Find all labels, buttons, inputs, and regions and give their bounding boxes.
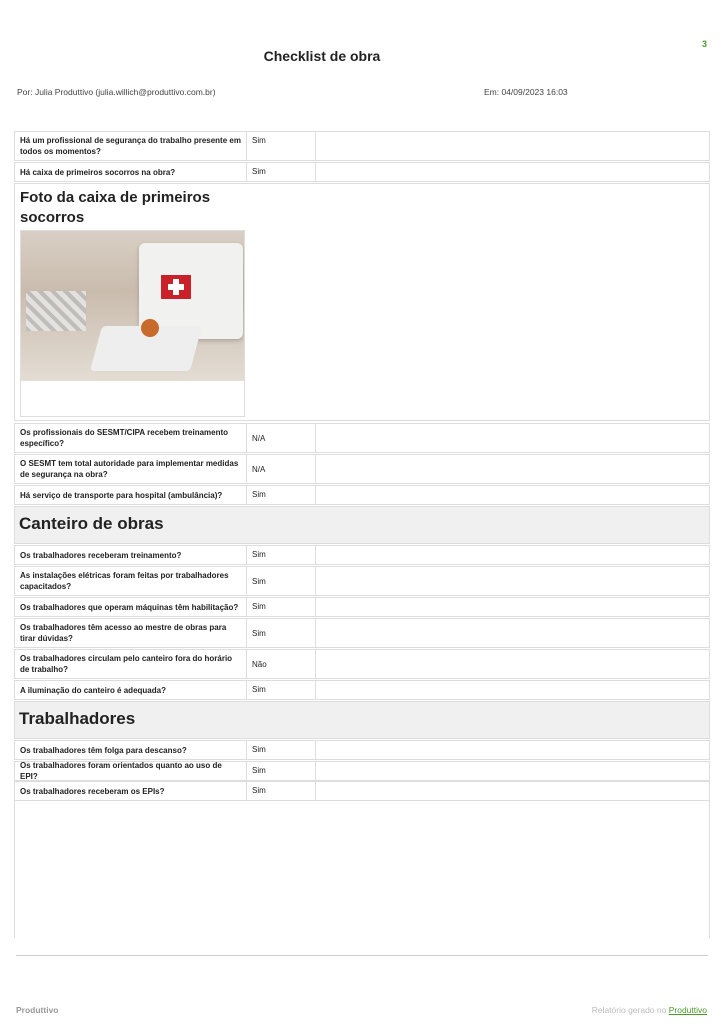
- answer: Sim: [247, 486, 316, 504]
- answer: Sim: [247, 681, 316, 699]
- comment: [316, 741, 709, 759]
- author: Por: Julia Produttivo (julia.willich@produttivo.com.br): [17, 87, 216, 97]
- photo-field: [14, 183, 710, 421]
- table-row: [14, 597, 710, 617]
- comment: [316, 486, 709, 504]
- comment: [316, 424, 709, 452]
- red-cross-icon: [161, 275, 191, 299]
- page-title: Checklist de obra: [263, 48, 381, 64]
- comment: [316, 455, 709, 483]
- comment: [316, 681, 709, 699]
- generated-text: Relatório gerado no: [591, 1005, 669, 1015]
- question: Os trabalhadores têm folga para descanso?: [15, 741, 247, 759]
- question: Os trabalhadores circulam pelo canteiro fora do horário de trabalho?: [15, 650, 247, 678]
- produttivo-link[interactable]: Produttivo: [668, 1005, 707, 1015]
- comment: [316, 650, 709, 678]
- question: Os trabalhadores receberam treinamento?: [15, 546, 247, 564]
- question: Os trabalhadores receberam os EPIs?: [15, 782, 247, 800]
- comment: [316, 567, 709, 595]
- comment: [316, 598, 709, 616]
- question: As instalações elétricas foram feitas por trabalhadores capacitados?: [15, 567, 247, 595]
- first-aid-kit-photo[interactable]: [20, 230, 245, 417]
- comment: [316, 163, 709, 181]
- question: Os trabalhadores que operam máquinas têm habilitação?: [15, 598, 247, 616]
- question: Há serviço de transporte para hospital (ambulância)?: [15, 486, 247, 504]
- table-row: [14, 131, 710, 161]
- table-row: [14, 781, 710, 801]
- answer: Sim: [247, 741, 316, 759]
- comment: [316, 619, 709, 647]
- question: Há caixa de primeiros socorros na obra?: [15, 163, 247, 181]
- table-row: [14, 566, 710, 596]
- table-row: [14, 485, 710, 505]
- question: A iluminação do canteiro é adequada?: [15, 681, 247, 699]
- answer: Sim: [247, 782, 316, 800]
- question: Os profissionais do SESMT/CIPA recebem treinamento específico?: [15, 424, 247, 452]
- question: O SESMT tem total autoridade para implementar medidas de segurança na obra?: [15, 455, 247, 483]
- table-row: [14, 618, 710, 648]
- footer-brand: Produttivo: [16, 1005, 59, 1015]
- answer: N/A: [247, 455, 316, 483]
- photo-title: Foto da caixa de primeiros socorros: [20, 189, 211, 226]
- comment: [316, 762, 709, 780]
- table-row: [14, 545, 710, 565]
- table-row: [14, 740, 710, 760]
- question: Há um profissional de segurança do trabalho presente em todos os momentos?: [15, 132, 247, 160]
- answer: Não: [247, 650, 316, 678]
- table-row: [14, 162, 710, 182]
- answer: Sim: [247, 546, 316, 564]
- date: Em: 04/09/2023 16:03: [484, 87, 568, 97]
- comment: [316, 546, 709, 564]
- checklist: [14, 131, 710, 802]
- photo-image: [21, 231, 245, 381]
- section-header: Canteiro de obras: [14, 506, 710, 544]
- table-row: [14, 680, 710, 700]
- page-number: 3: [702, 39, 708, 49]
- footer-generated: [592, 1005, 707, 1015]
- answer: Sim: [247, 567, 316, 595]
- answer: Sim: [247, 598, 316, 616]
- table-row: [14, 423, 710, 453]
- answer: Sim: [247, 132, 316, 160]
- answer: N/A: [247, 424, 316, 452]
- empty-area: [14, 801, 710, 938]
- comment: [316, 782, 709, 800]
- question: Os trabalhadores têm acesso ao mestre de obras para tirar dúvidas?: [15, 619, 247, 647]
- answer: Sim: [247, 163, 316, 181]
- table-row: [14, 649, 710, 679]
- answer: Sim: [247, 762, 316, 780]
- table-row: [14, 454, 710, 484]
- footer-divider: [16, 955, 708, 956]
- answer: Sim: [247, 619, 316, 647]
- question: Os trabalhadores foram orientados quanto ao uso de EPI?: [15, 762, 247, 780]
- section-header: Trabalhadores: [14, 701, 710, 739]
- table-row: [14, 761, 710, 781]
- comment: [316, 132, 709, 160]
